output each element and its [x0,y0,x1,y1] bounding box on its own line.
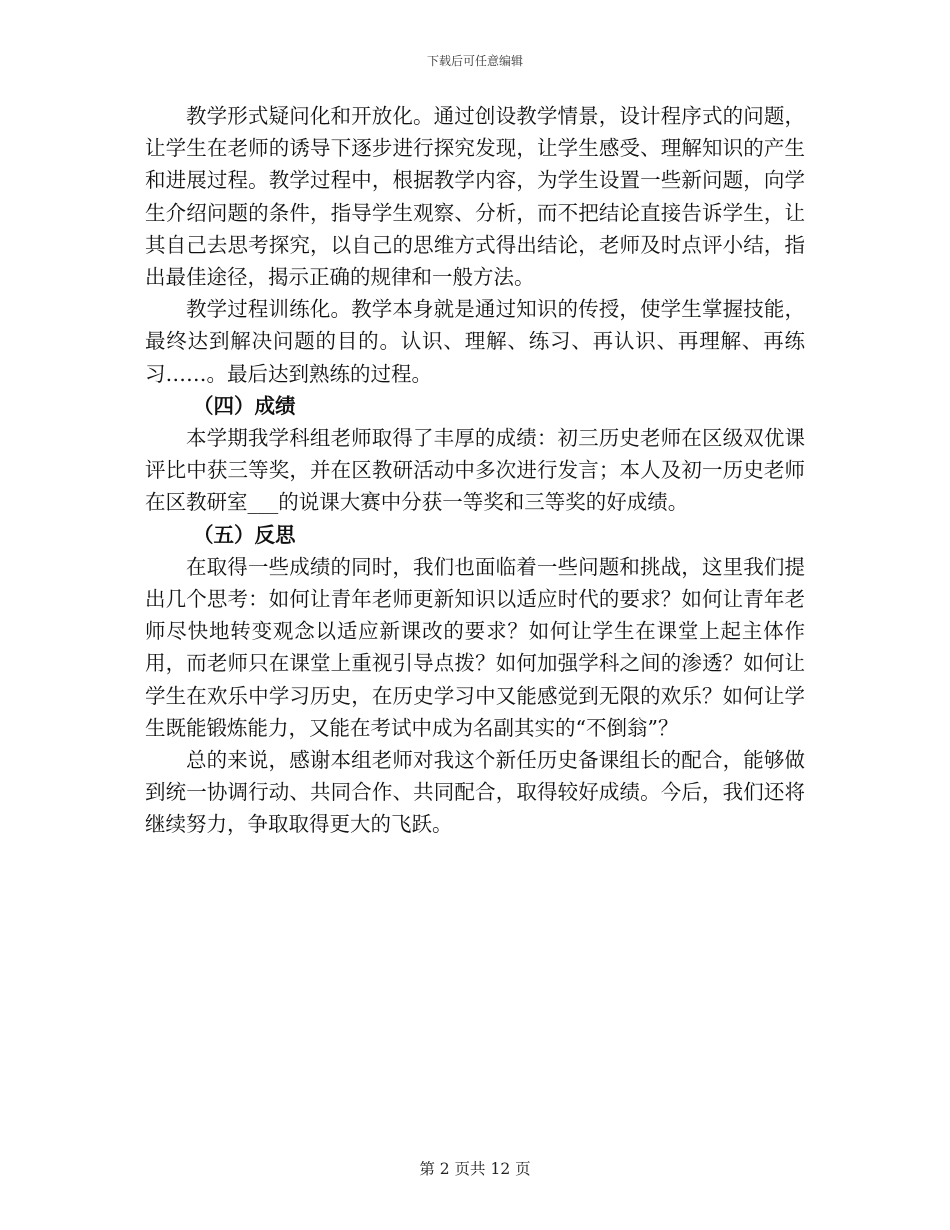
paragraph-achievements: 本学期我学科组老师取得了丰厚的成绩：初三历史老师在区级双优课评比中获三等奖，并在区教研活动中多次进行发言；本人及初一历史老师在区教研室___的说课大赛中分获一等奖和三等奖的好成绩。 [145,426,805,515]
paragraph-summary: 总的来说，感谢本组老师对我这个新任历史备课组长的配合，能够做到统一协调行动、共同合作、共同配合，取得较好成绩。今后，我们还将继续努力，争取取得更大的飞跃。 [145,748,805,837]
paragraph-teaching-process: 教学过程训练化。教学本身就是通过知识的传授，使学生掌握技能，最终达到解决问题的目的。认识、理解、练习、再认识、再理解、再练习……。最后达到熟练的过程。 [145,297,805,386]
section-heading-reflection: （五）反思 [193,522,296,547]
page-header: 下载后可任意编辑 [426,54,523,68]
page-footer: 第 2 页共 12 页 [419,1160,531,1178]
document-body [145,100,805,841]
section-heading-achievements: （四）成绩 [193,393,296,418]
paragraph-reflection: 在取得一些成绩的同时，我们也面临着一些问题和挑战，这里我们提出几个思考：如何让青年老师更新知识以适应时代的要求？如何让青年老师尽快地转变观念以适应新课改的要求？如何让学生在课堂上起主体作用，而老师只在课堂上重视引导点拨？如何加强学科之间的渗透？如何让学生在欢乐中学习历史，在历史学习中又能感觉到无限的欢乐？如何让学生既能锻炼能力，又能在考试中成为名副其实的“不倒翁”？ [145,554,805,740]
paragraph-teaching-form: 教学形式疑问化和开放化。通过创设教学情景，设计程序式的问题，让学生在老师的诱导下逐步进行探究发现，让学生感受、理解知识的产生和进展过程。教学过程中，根据教学内容，为学生设置一些新问题，向学生介绍问题的条件，指导学生观察、分析，而不把结论直接告诉学生，让其自己去思考探究，以自己的思维方式得出结论，老师及时点评小结，指出最佳途径，揭示正确的规律和一般方法。 [145,104,805,290]
